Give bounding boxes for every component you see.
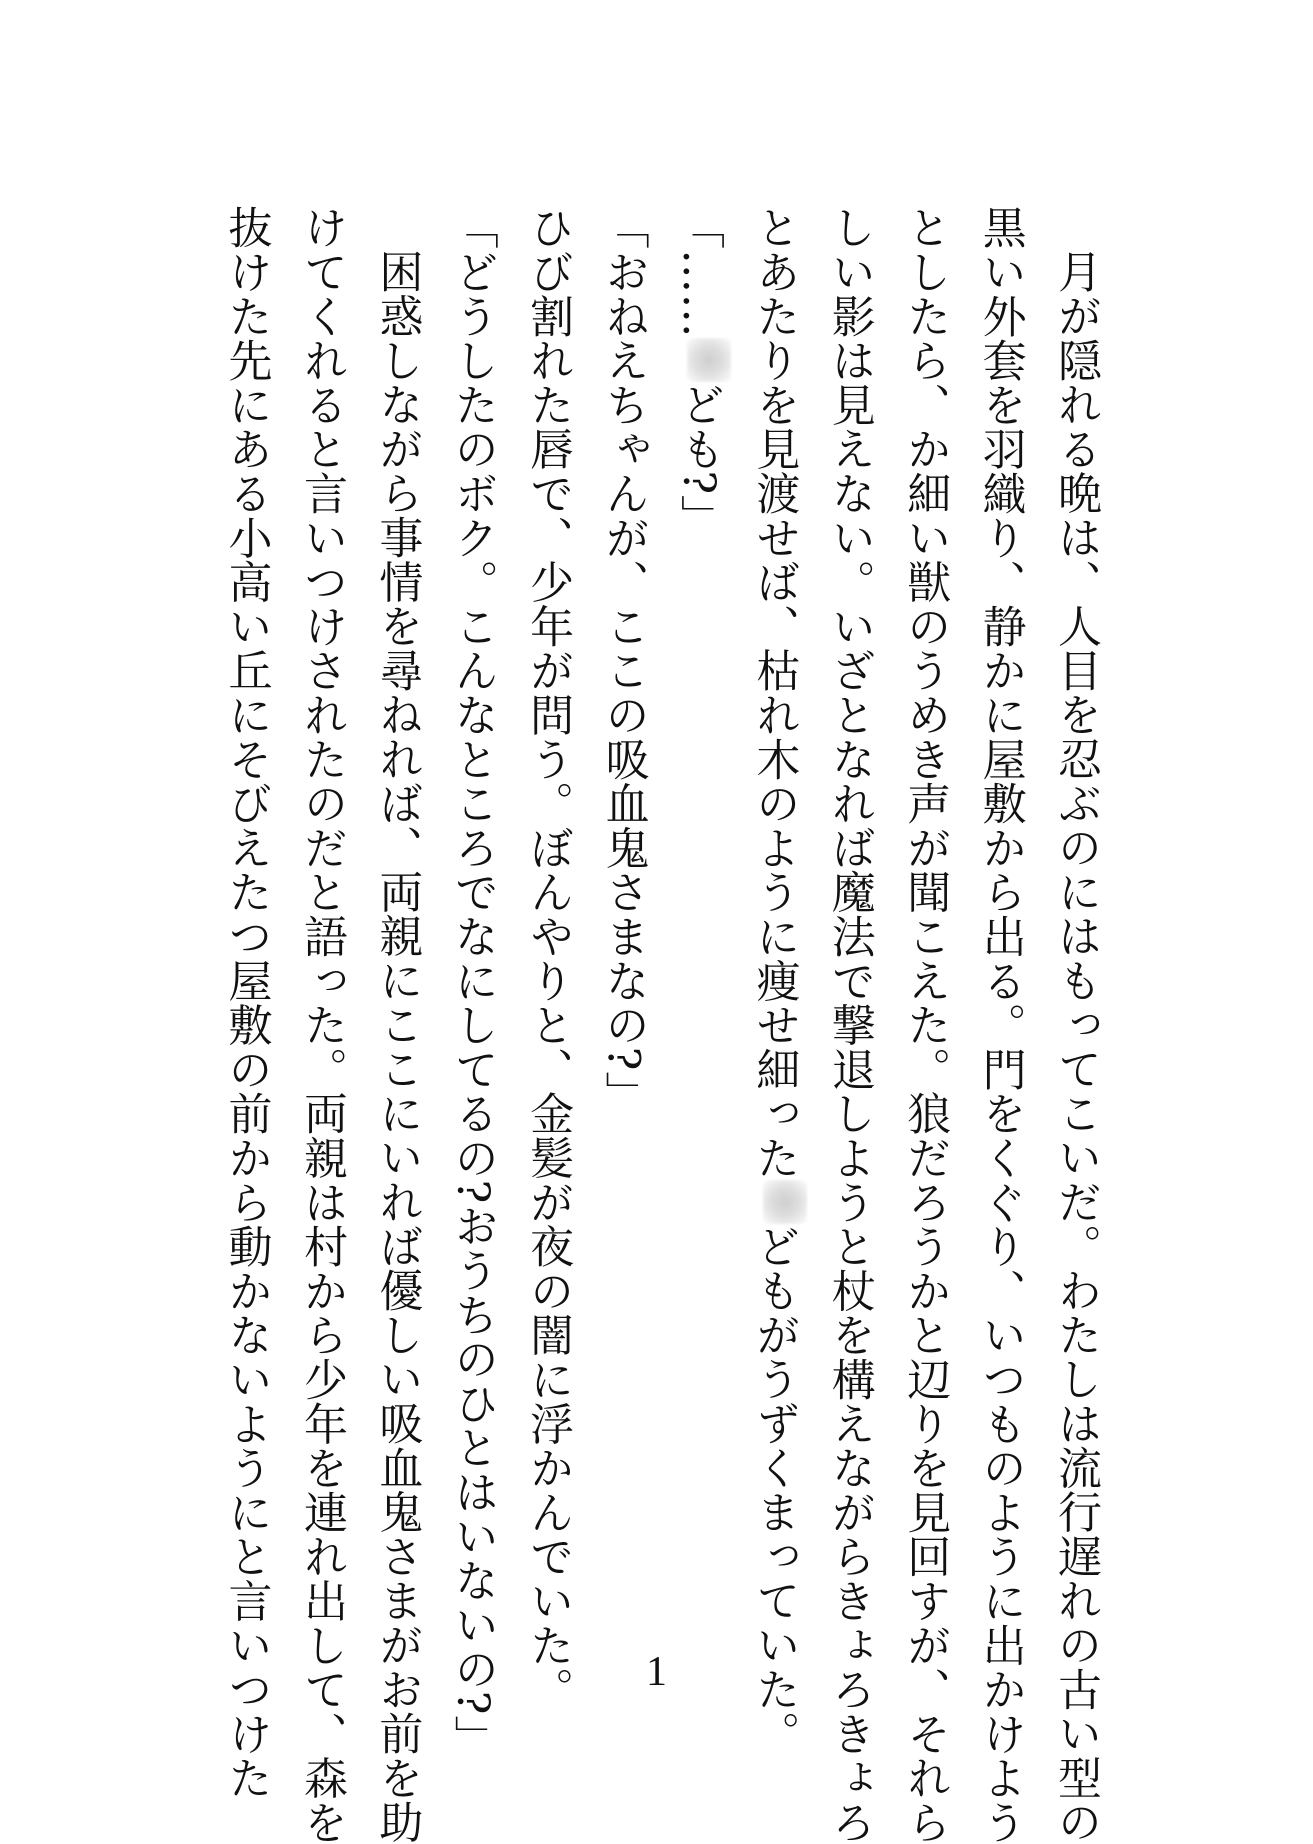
censored-character — [687, 338, 731, 382]
text-line — [510, 205, 585, 1712]
censored-character — [763, 1180, 807, 1224]
line-text: 「どうしたのボク。こんなところでなにしてるの?おうちのひとはいないの?」 — [446, 205, 498, 1759]
line-text: ひび割れた唇で、少年が問う。ぼんやりと、金髪が夜の闇に浮かんでいた。 — [522, 205, 574, 1712]
line-text: としたら、か細い獣のうめき声が聞こえた。狼だろうかと辺りを見回すが、それら — [899, 205, 951, 1844]
text-line — [736, 205, 811, 1756]
line-text: 黒い外套を羽織り、静かに屋敷から出る。門をくぐり、いつものように出かけよう — [974, 205, 1026, 1844]
line-text: 「…… — [672, 205, 724, 338]
text-line — [359, 205, 434, 1844]
text-line — [962, 205, 1037, 1844]
text-line — [585, 205, 660, 1635]
text-line — [208, 205, 283, 1800]
text-line — [811, 205, 886, 1844]
line-text: 困惑しながら事情を尋ねれば、両親にここにいれば優しい吸血鬼さまがお前を助 — [371, 249, 423, 1844]
text-line — [887, 205, 962, 1844]
line-text: しい影は見えない。いざとなれば魔法で撃退しようと杖を構えながらきょろきょろ — [823, 205, 875, 1844]
vertical-text-body — [220, 205, 1113, 1844]
line-text: ども?」 — [672, 381, 724, 539]
line-text: 月が隠れる晩は、人目を忍ぶのにはもってこいだ。わたしは流行遅れの古い型の — [1050, 249, 1101, 1844]
line-text: 「おねえちゃんが、ここの吸血鬼さまなの?」 — [597, 205, 649, 1115]
line-text: どもがうずくまっていた。 — [748, 1223, 800, 1756]
line-text: とあたりを見渡せば、枯れ木のように痩せ細った — [748, 205, 800, 1180]
text-line — [284, 205, 359, 1844]
line-text: けてくれると言いつけされたのだと語った。両親は村から少年を連れ出して、森を — [295, 205, 347, 1844]
line-text: 抜けた先にある小高い丘にそびえたつ屋敷の前から動かないようにと言いつけた — [220, 205, 272, 1800]
page-number: 1 — [646, 1649, 667, 1695]
text-line — [661, 205, 736, 1635]
text-line — [1038, 205, 1113, 1844]
text-line — [434, 205, 509, 1759]
